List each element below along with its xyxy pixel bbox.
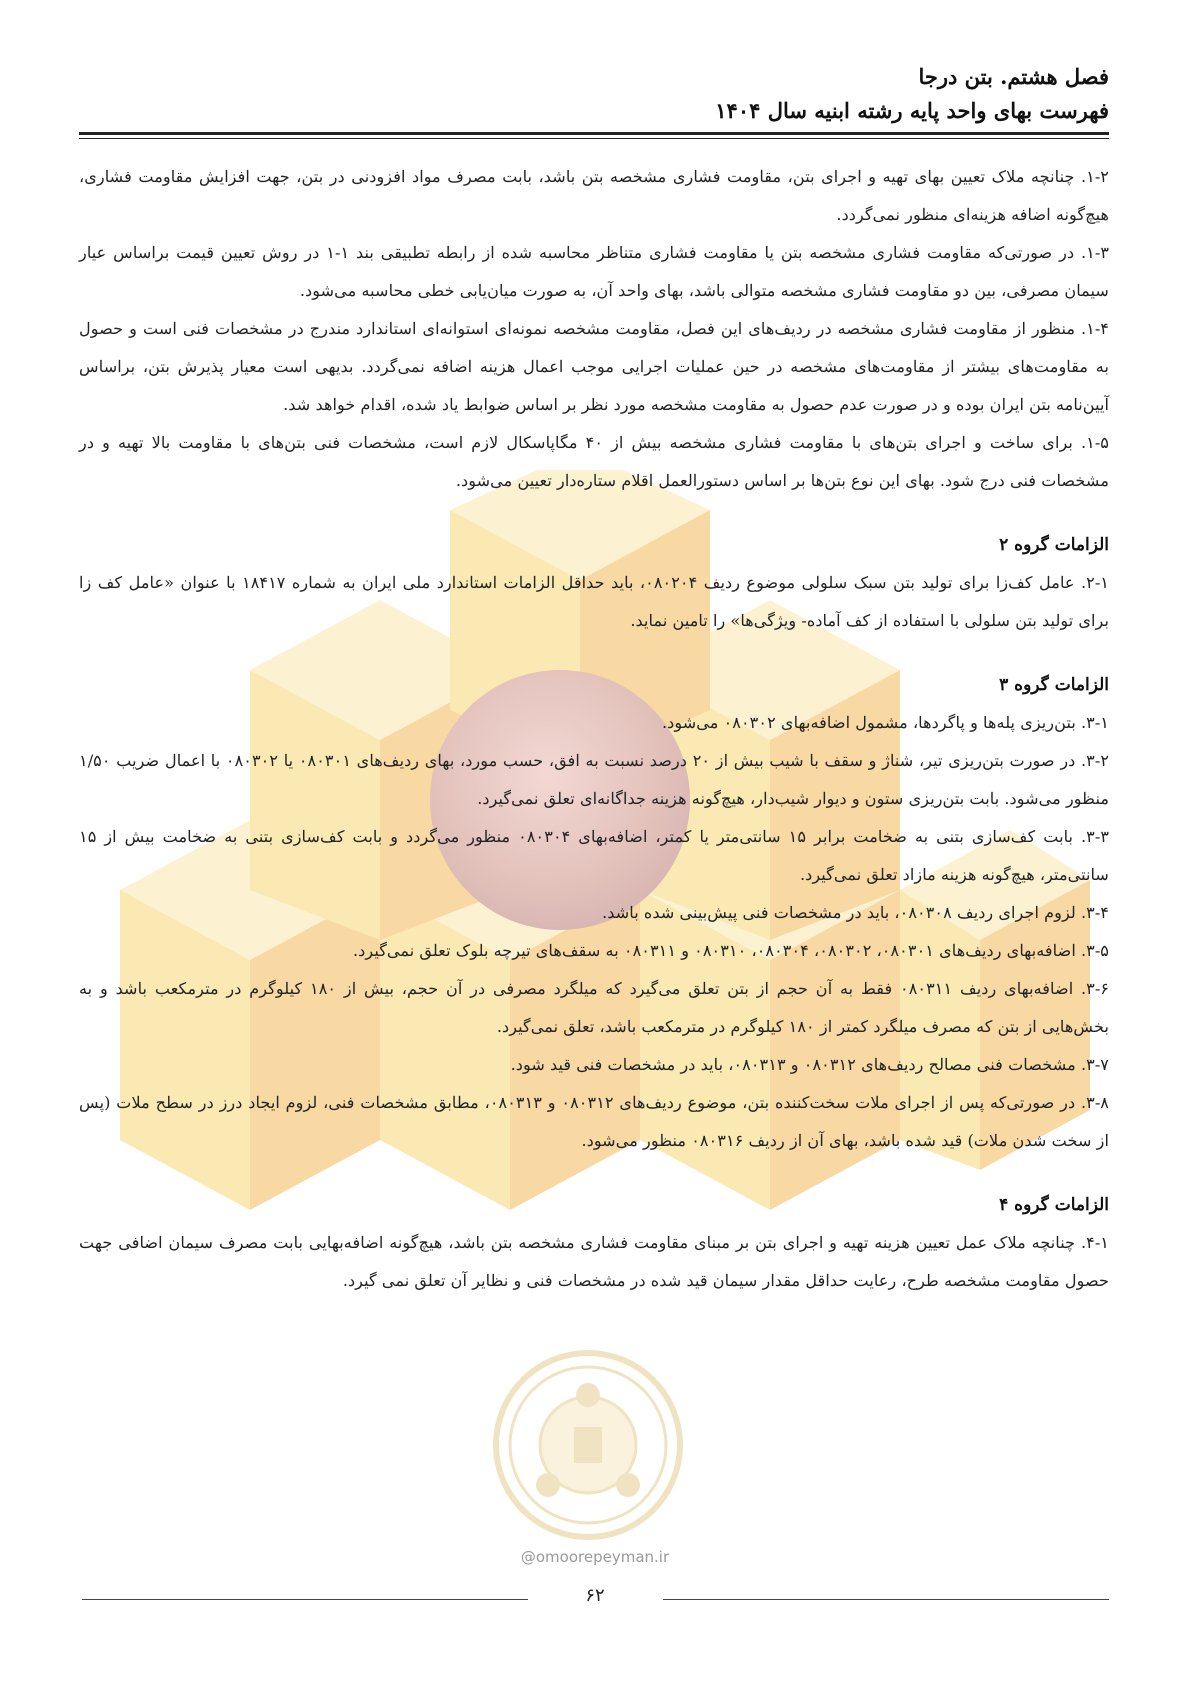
paragraph-1-2: ۱-۲. چنانچه ملاک تعیین بهای تهیه و اجرای بتن، مقاومت فشاری مشخصه بتن باشد، بابت مصرف مواد افزودنی در بتن، جهت افزایش مقاومت فشاری، هیچ‌گونه اضافه هزینه‌ای منظور نمی‌گردد. [79, 167, 1109, 224]
footer-divider-left [82, 1599, 528, 1600]
paragraph-3-4: ۳-۴. لزوم اجرای ردیف ۰۸۰۳۰۸، باید در مشخصات فنی پیش‌بینی شده باشد. [602, 903, 1109, 922]
chapter-title: فصل هشتم. بتن درجا [918, 64, 1109, 89]
paragraph-2-1: ۲-۱. عامل کف‌زا برای تولید بتن سبک سلولی موضوع ردیف ۰۸۰۲۰۴، باید حداقل الزامات استاندارد ملی ایران به شماره ۱۸۴۱۷ با عنوان «عامل کف زا برای تولید بتن سلولی با استفاده از کف آماده- ویژگی‌ها» را تامین نماید. [79, 573, 1109, 630]
paragraph-3-7: ۳-۷. مشخصات فنی مصالح ردیف‌های ۰۸۰۳۱۲ و ۰۸۰۳۱۳، باید در مشخصات فنی قید شود. [510, 1055, 1109, 1074]
paragraph-4-1: ۴-۱. چنانچه ملاک عمل تعیین هزینه تهیه و اجرای بتن بر مبنای مقاومت فشاری مشخصه بتن باشد، هیچ‌گونه اضافه‌بهایی بابت مصرف سیمان اضافی جهت حصول مقاومت مشخصه طرح، رعایت حداقل مقدار سیمان قید شده در مشخصات فنی و نظایر آن تعلق نمی گیرد. [79, 1233, 1109, 1290]
paragraph-1-3: ۱-۳. در صورتی‌که مقاومت فشاری مشخصه بتن یا مقاومت فشاری متناظر محاسبه شده از رابطه تطبیقی بند ۱-۱ در روش تعیین قیمت براساس عیار سیمان مصرفی، بین دو مقاومت فشاری مشخصه متوالی باشد، بهای واحد آن، به صورت میان‌یابی خطی محاسبه می‌شود. [79, 243, 1110, 300]
website-watermark: @omoorepeyman.ir [520, 1548, 670, 1566]
header-divider [79, 132, 1109, 135]
document-body [79, 158, 1109, 1300]
page-number: ۶۲ [585, 1585, 605, 1606]
paragraph-3-8: ۳-۸. در صورتی‌که پس از اجرای ملات سخت‌کننده بتن، موضوع ردیف‌های ۰۸۰۳۱۲ و ۰۸۰۳۱۳، مطابق مشخصات فنی، لزوم ایجاد درز در سطح ملات (پس از سخت شدن ملات) قید شده باشد، بهای آن از ردیف ۰۸۰۳۱۶ منظور می‌شود. [79, 1093, 1109, 1150]
footer-divider-right [663, 1599, 1109, 1600]
paragraph-1-4: ۱-۴. منظور از مقاومت فشاری مشخصه در ردیف‌های این فصل، مقاومت مشخصه نمونه‌ای استوانه‌ای استاندارد مندرج در مشخصات فنی است و حصول به مقاومت‌های بیشتر از مقاومت‌های مشخصه در حین عملیات اجرایی موجب اعمال هزینه اضافه نمی‌گردد. بدیهی است معیار پذیرش بتن، براساس آیین‌نامه بتن ایران بوده و در صورت عدم حصول به مقاومت مشخصه مورد نظر بر اساس ضوابط یاد شده، اقدام خواهد شد. [79, 319, 1109, 414]
paragraph-3-3: ۳-۳. بابت کف‌سازی بتنی به ضخامت برابر ۱۵ سانتی‌متر یا کمتر، اضافه‌بهای ۰۸۰۳۰۴ منظور می‌گردد و بابت کف‌سازی بتنی به ضخامت بیش از ۱۵ سانتی‌متر، هیچ‌گونه هزینه مازاد تعلق نمی‌گیرد. [79, 827, 1110, 884]
paragraph-3-5: ۳-۵. اضافه‌بهای ردیف‌های ۰۸۰۳۰۱، ۰۸۰۳۰۲، ۰۸۰۳۰۴، ۰۸۰۳۱۰ و ۰۸۰۳۱۱ به سقف‌های تیرچه بلوک تعلق نمی‌گیرد. [353, 941, 1109, 960]
header-divider-thin [79, 138, 1109, 139]
section-title-group-4: الزامات گروه ۴ [999, 1195, 1109, 1215]
section-title-group-3: الزامات گروه ۳ [999, 675, 1109, 695]
paragraph-3-6: ۳-۶. اضافه‌بهای ردیف ۰۸۰۳۱۱ فقط به آن حجم از بتن تعلق می‌گیرد که میلگرد مصرفی در آن حجم، بیش از ۱۸۰ کیلوگرم در مترمکعب باشد و به بخش‌هایی از بتن که مصرف میلگرد کمتر از ۱۸۰ کیلوگرم در مترمکعب باشد، تعلق نمی‌گیرد. [79, 979, 1110, 1036]
catalog-title: فهرست بهای واحد پایه رشته ابنیه سال ۱۴۰۴ [715, 98, 1109, 123]
section-title-group-2: الزامات گروه ۲ [999, 535, 1109, 555]
paragraph-1-5: ۱-۵. برای ساخت و اجرای بتن‌های با مقاومت فشاری مشخصه بیش از ۴۰ مگاپاسکال لازم است، مشخصات فنی بتن‌های با مقاومت بالا تهیه و در مشخصات فنی درج شود. بهای این نوع بتن‌ها بر اساس دستورالعمل اقلام ستاره‌دار تعیین می‌شود. [79, 433, 1109, 490]
seal-logo [488, 1335, 688, 1555]
paragraph-3-2: ۳-۲. در صورت بتن‌ریزی تیر، شناژ و سقف با شیب بیش از ۲۰ درصد نسبت به افق، حسب مورد، بهای ردیف‌های ۰۸۰۳۰۱ یا ۰۸۰۳۰۲ با اعمال ضریب ۱/۵۰ منظور می‌شود. بابت بتن‌ریزی ستون و دیوار شیب‌دار، هیچ‌گونه هزینه جداگانه‌ای تعلق نمی‌گیرد. [79, 751, 1110, 808]
page-header [79, 60, 1109, 128]
paragraph-3-1: ۳-۱. بتن‌ریزی پله‌ها و پاگردها، مشمول اضافه‌بهای ۰۸۰۳۰۲ می‌شود. [662, 713, 1109, 732]
